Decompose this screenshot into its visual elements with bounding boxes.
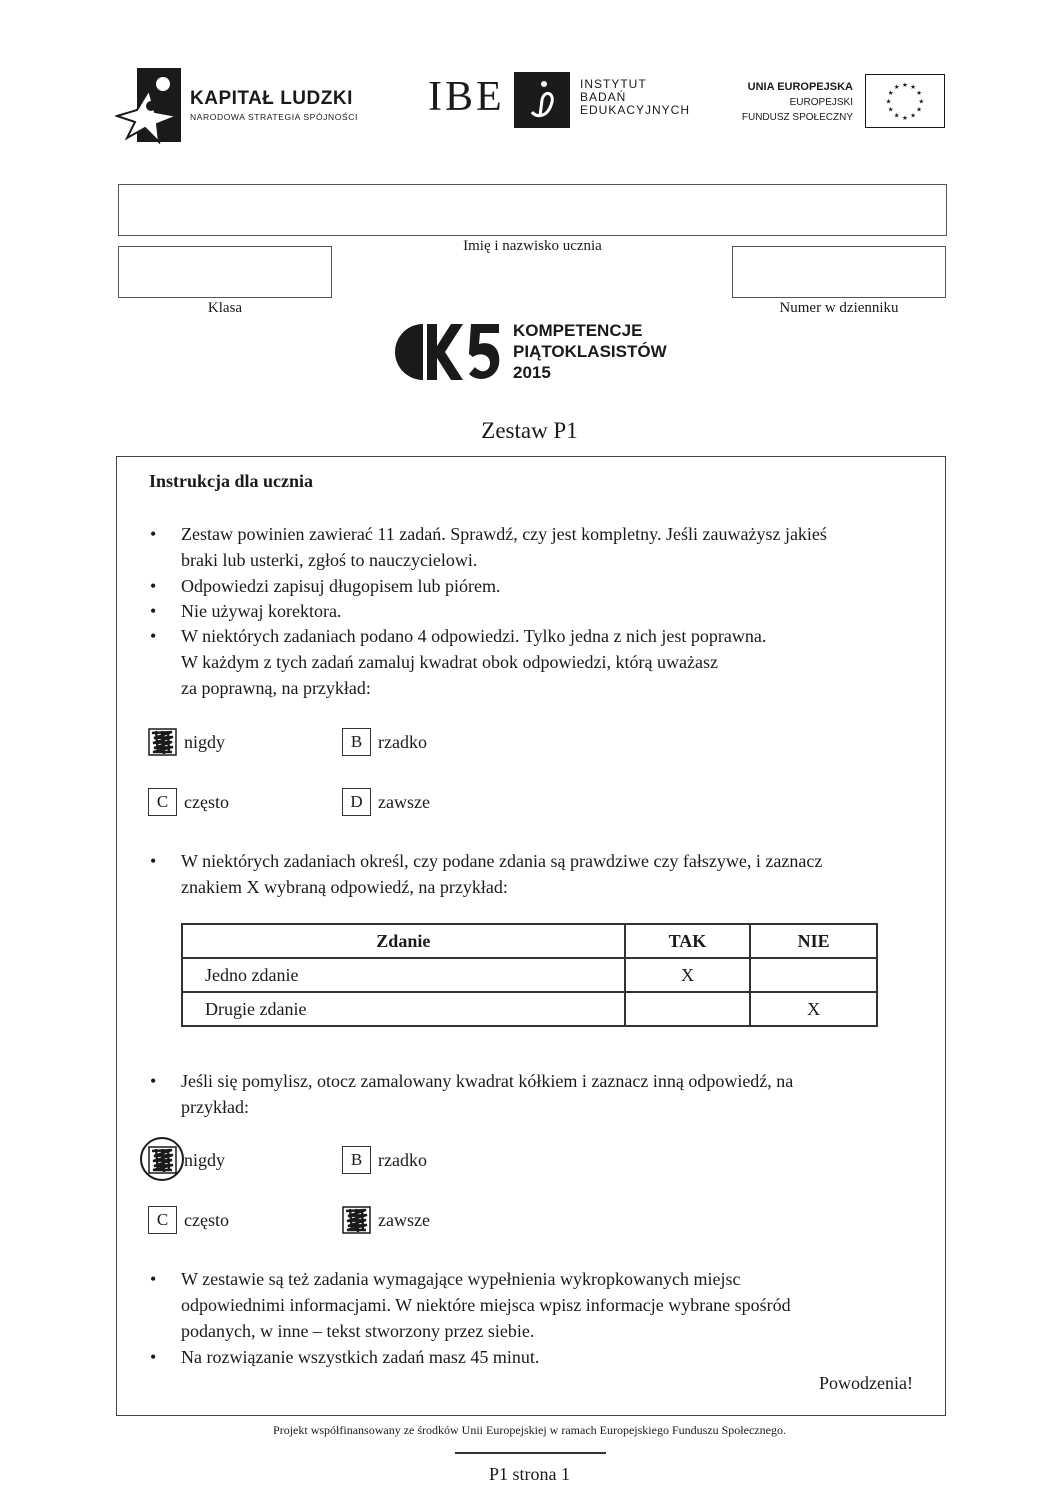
bullet-7-line-2: odpowiednimi informacjami. W niektóre miejsca wpisz informacje wybrane spośród — [181, 1295, 791, 1315]
table-header-no: NIE — [750, 924, 877, 958]
ibe-full-name — [580, 78, 690, 117]
instruction-bullet-7 — [181, 1266, 791, 1344]
journal-number-label: Numer w dzienniku — [779, 300, 899, 316]
instruction-bullet-1 — [181, 521, 827, 573]
answer-box-c[interactable]: C — [148, 788, 177, 816]
answer-label: nigdy — [184, 732, 226, 752]
eu-line-2: EUROPEJSKI — [789, 97, 853, 108]
student-name-label: Imię i nazwisko ucznia — [463, 238, 602, 254]
good-luck-text: Powodzenia! — [819, 1373, 913, 1393]
answer-label: zawsze — [378, 792, 430, 812]
table-header-row — [182, 924, 877, 958]
eu-star-icon: ★ — [901, 114, 909, 122]
eu-star-icon: ★ — [901, 82, 909, 90]
k5-line-1: KOMPETENCJE — [513, 321, 643, 340]
set-title: Zestaw P1 — [481, 418, 578, 443]
answer-box-c[interactable]: C — [148, 1206, 177, 1234]
kapital-ludzki-subtitle: NARODOWA STRATEGIA SPÓJNOŚCI — [190, 112, 358, 122]
ibe-line-1: INSTYTUT — [580, 77, 647, 91]
instruction-bullet-6 — [181, 1068, 793, 1120]
eu-star-icon: ★ — [887, 90, 894, 98]
instruction-bullet-5 — [181, 848, 822, 900]
eu-line-3: FUNDUSZ SPOŁECZNY — [741, 112, 853, 123]
k5-text — [513, 320, 667, 383]
bullet-4-line-3: za poprawną, na przykład: — [181, 678, 371, 698]
table-cell-no[interactable]: X — [750, 992, 877, 1026]
bullet-6-line-1: • Jeśli się pomylisz, otocz zamalowany kwadrat kółkiem i zaznacz inną odpowiedź, na — [181, 1071, 794, 1091]
answer-label: często — [184, 792, 229, 812]
answer-box-circled[interactable] — [148, 1146, 177, 1174]
footer-divider — [455, 1452, 606, 1454]
bullet-4-line-2: W każdym z tych zadań zamaluj kwadrat obok odpowiedzi, którą uważasz — [181, 652, 718, 672]
table-cell-no[interactable] — [750, 958, 877, 992]
eu-line-1: UNIA EUROPEJSKA — [747, 81, 853, 93]
bullet-4-line-1: • W niektórych zadaniach podano 4 odpowiedzi. Tylko jedna z nich jest poprawna. — [181, 626, 767, 646]
answer-box-filled[interactable] — [148, 728, 177, 756]
eu-star-icon: ★ — [910, 112, 917, 120]
ibe-short-name: IBE — [428, 74, 505, 120]
table-cell-sentence: Jedno zdanie — [182, 958, 625, 992]
table-cell-yes[interactable] — [625, 992, 751, 1026]
table-row — [182, 992, 877, 1026]
student-name-field[interactable] — [118, 184, 947, 236]
eu-text — [742, 80, 853, 125]
eu-star-icon: ★ — [893, 112, 900, 120]
page-number: P1 strona 1 — [489, 1464, 570, 1484]
bullet-1-line-1: • Zestaw powinien zawierać 11 zadań. Sprawdź, czy jest kompletny. Jeśli zauważysz jakieś — [181, 524, 827, 544]
eu-star-icon: ★ — [910, 84, 917, 92]
example-table — [181, 923, 878, 1027]
bullet-1-line-2: braki lub usterki, zgłoś to nauczycielowi. — [181, 550, 478, 570]
eu-star-icon: ★ — [893, 84, 900, 92]
answer-label: rzadko — [378, 732, 427, 752]
eu-star-icon: ★ — [916, 90, 923, 98]
ibe-line-2: BADAŃ — [580, 90, 627, 104]
instruction-bullet-3: • Nie używaj korektora. — [181, 598, 341, 624]
bullet-7-line-1: • W zestawie są też zadania wymagające wypełnienia wykropkowanych miejsc — [181, 1269, 741, 1289]
table-header-sentence: Zdanie — [182, 924, 625, 958]
answer-box-b[interactable]: B — [342, 728, 371, 756]
instruction-bullet-8: • Na rozwiązanie wszystkich zadań masz 45 minut. — [181, 1344, 539, 1370]
answer-box-filled[interactable] — [342, 1206, 371, 1234]
bullet-5-line-2: znakiem X wybraną odpowiedź, na przykład: — [181, 877, 508, 897]
table-row — [182, 958, 877, 992]
eu-flag-icon — [865, 74, 945, 128]
star-figure-icon — [115, 66, 183, 144]
correction-circle — [140, 1137, 184, 1181]
answer-label: nigdy — [184, 1150, 226, 1170]
answer-label: zawsze — [378, 1210, 430, 1230]
instruction-heading: Instrukcja dla ucznia — [149, 471, 314, 491]
kapital-ludzki-logo — [115, 66, 385, 146]
answer-box-b[interactable]: B — [342, 1146, 371, 1174]
eu-star-icon: ★ — [918, 98, 925, 106]
eu-star-icon: ★ — [887, 106, 894, 114]
footer-note: Projekt współfinansowany ze środków Unii Europejskiej w ramach Europejskiego Funduszu Społecznego. — [273, 1423, 786, 1437]
journal-number-field[interactable] — [732, 246, 946, 298]
bullet-7-line-3: podanych, w inne – tekst stworzony przez siebie. — [181, 1321, 535, 1341]
answer-label: rzadko — [378, 1150, 427, 1170]
class-label: Klasa — [207, 300, 243, 316]
table-cell-yes[interactable]: X — [625, 958, 751, 992]
table-cell-sentence: Drugie zdanie — [182, 992, 625, 1026]
table-header-yes: TAK — [625, 924, 751, 958]
eu-star-icon: ★ — [885, 98, 892, 106]
k5-logo — [393, 318, 683, 386]
ibe-logo — [428, 72, 718, 132]
eu-star-icon: ★ — [916, 106, 923, 114]
answer-box-d[interactable]: D — [342, 788, 371, 816]
class-field[interactable] — [118, 246, 332, 298]
kapital-ludzki-title: KAPITAŁ LUDZKI — [190, 88, 353, 109]
bullet-5-line-1: • W niektórych zadaniach określ, czy podane zdania są prawdziwe czy fałszywe, i zaznacz — [181, 851, 823, 871]
k5-emblem-icon — [393, 320, 503, 384]
answer-label: często — [184, 1210, 229, 1230]
ibe-emblem-icon — [514, 72, 570, 128]
ibe-line-3: EDUKACYJNYCH — [580, 103, 691, 117]
instruction-bullet-2: • Odpowiedzi zapisuj długopisem lub piórem. — [181, 573, 500, 599]
instruction-bullet-4 — [181, 623, 766, 701]
eu-logo — [730, 74, 945, 130]
k5-line-2: PIĄTOKLASISTÓW — [513, 342, 667, 361]
bullet-6-line-2: przykład: — [181, 1097, 249, 1117]
k5-line-3: 2015 — [513, 363, 551, 382]
